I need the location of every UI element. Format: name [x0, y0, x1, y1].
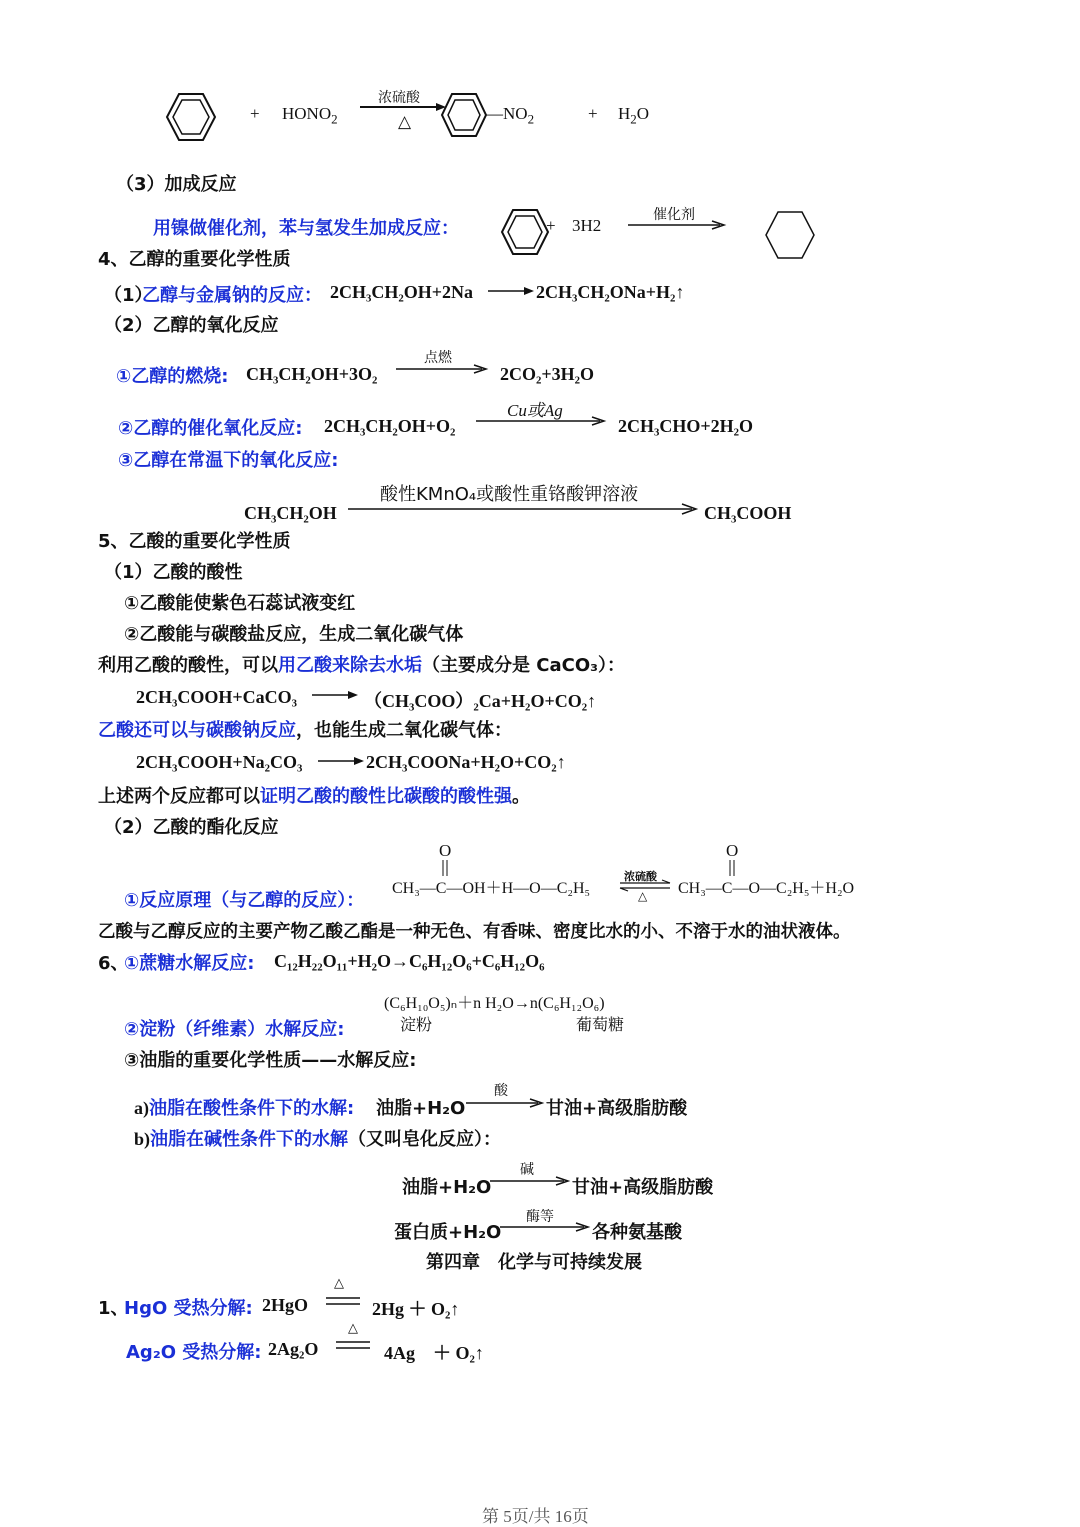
- protein-reactants: 蛋白质+H₂O: [394, 1222, 502, 1243]
- benzene-ring-icon: [500, 208, 550, 256]
- carbonyl-oxygen: O: [439, 841, 452, 860]
- reaction-arrow: [318, 756, 364, 766]
- double-bond: [440, 860, 450, 876]
- room-temp-condition: 酸性KMnO₄或酸性重铬酸钾溶液: [380, 484, 639, 505]
- esterification-condition: 浓硫酸: [624, 870, 657, 883]
- catalytic-products: 2CH₃CHO+2H₂O: [618, 416, 754, 436]
- section-4-title: 4、乙醇的重要化学性质: [98, 249, 291, 270]
- water-formula: $H_2O$: [618, 104, 650, 127]
- combustion-products: 2CO₂+3H₂O: [500, 364, 595, 384]
- reaction-arrow: [396, 364, 488, 374]
- section-5-title: 5、乙酸的重要化学性质: [98, 531, 291, 552]
- plus-sign: +: [546, 216, 556, 235]
- reaction-arrow: [312, 690, 358, 700]
- esterification-principle: ①反应原理（与乙醇的反应）：: [124, 890, 365, 911]
- catalytic-condition: Cu或Ag: [507, 401, 563, 420]
- reaction-arrow: [488, 286, 534, 296]
- base-hydrolysis-line: b)油脂在碱性条件下的水解（又叫皂化反应）：: [134, 1129, 502, 1150]
- starch-hydrolysis-label: ②淀粉（纤维素）水解反应:: [124, 1019, 345, 1040]
- reaction-arrow: [628, 220, 726, 230]
- caco3-products: （CH₃COO）₂Ca+H₂O+CO₂↑: [364, 691, 597, 711]
- reaction-arrow: [360, 102, 446, 112]
- acid-hydrolysis-products: 甘油+高级脂肪酸: [546, 1098, 688, 1119]
- reaction-arrow: [490, 1176, 570, 1186]
- double-bond: [727, 860, 737, 876]
- heat-symbol: △: [398, 112, 412, 131]
- reaction-arrow: [476, 416, 606, 426]
- na2co3-reactants: 2CH₃COOH+Na₂CO₃: [136, 752, 303, 772]
- ester-reactants: CH₃—C—OH＋H—O—C₂H₅: [392, 880, 591, 897]
- protein-products: 各种氨基酸: [592, 1222, 682, 1243]
- scale-removal-line: 利用乙酸的酸性，可以用乙酸来除去水垢（主要成分是 CaCO₃）：: [98, 655, 626, 676]
- oxidation-heading: （2）乙醇的氧化反应: [104, 315, 279, 336]
- catalyst-label: 催化剂: [653, 207, 695, 223]
- sodium-products: 2CH₃CH₂ONa+H₂↑: [536, 282, 685, 302]
- addition-description: 用镍做催化剂，苯与氢发生加成反应：: [153, 218, 459, 239]
- enzyme-condition: 酶等: [526, 1209, 554, 1225]
- ester-products: CH₃—C—O—C₂H₅＋H₂O: [678, 880, 855, 897]
- nitration-condition: 浓硫酸: [378, 90, 420, 106]
- acidity-item-2: ②乙酸能与碳酸盐反应，生成二氧化碳气体: [124, 624, 464, 645]
- plus-sign: +: [250, 104, 260, 123]
- acid-condition: 酸: [494, 1083, 508, 1099]
- benzene-ring-icon: [440, 92, 488, 138]
- reaction-arrow: [466, 1098, 544, 1108]
- acidity-item-1: ①乙酸能使紫色石蕊试液变红: [124, 593, 356, 614]
- glucose-name: 葡萄糖: [576, 1015, 625, 1034]
- hgo-products: 2Hg ＋ O₂↑: [372, 1299, 460, 1319]
- na2co3-products: 2CH₃COONa+H₂O+CO₂↑: [366, 752, 566, 772]
- nitro-group: $—NO_2$: [486, 104, 535, 127]
- ethyl-acetate-note: 乙酸与乙醇反应的主要产物乙酸乙酯是一种无色、有香味、密度比水的小、不溶于水的油状液体。: [98, 922, 851, 942]
- acid-hydrolysis-line: a)油脂在酸性条件下的水解:: [134, 1098, 355, 1119]
- heat-symbol: △: [638, 889, 648, 903]
- starch-equation: (C₆H₁₀O₅)ₙ＋n H₂O→n(C₆H₁₂O₆): [384, 995, 605, 1012]
- section-6-number: 6、: [98, 953, 129, 974]
- chapter-4-title: 第四章 化学与可持续发展: [426, 1252, 642, 1273]
- item-number: 1、: [98, 1298, 129, 1319]
- reaction-arrow: [500, 1222, 590, 1232]
- combustion-reactants: CH₃CH₂OH+3O₂: [246, 364, 378, 384]
- acidity-heading: （1）乙酸的酸性: [104, 562, 243, 583]
- page-number: 第 5页/共 16页: [482, 1507, 589, 1526]
- esterification-heading: （2）乙酸的酯化反应: [104, 817, 279, 838]
- starch-name: 淀粉: [400, 1015, 433, 1034]
- heat-symbol: △: [334, 1276, 344, 1291]
- fat-hydrolysis-heading: ③油脂的重要化学性质——水解反应:: [124, 1050, 417, 1071]
- reaction-arrow: [348, 503, 698, 515]
- hgo-decomposition-label: HgO 受热分解:: [124, 1298, 253, 1319]
- sucrose-equation: C₁₂H₂₂O₁₁+H₂O→C₆H₁₂O₆+C₆H₁₂O₆: [274, 951, 545, 971]
- ag2o-products: 4Ag ＋ O₂↑: [384, 1343, 484, 1363]
- acid-strength-line: 上述两个反应都可以证明乙酸的酸性比碳酸的酸性强。: [98, 786, 530, 807]
- catalytic-reactants: 2CH₃CH₂OH+O₂: [324, 416, 456, 436]
- list-marker: （1）: [104, 285, 153, 306]
- sucrose-hydrolysis-label: ①蔗糖水解反应:: [124, 953, 255, 974]
- acid-hydrolysis-reactants: 油脂+H₂O: [376, 1098, 466, 1119]
- ag2o-decomposition-label: Ag₂O 受热分解:: [126, 1342, 262, 1363]
- room-temp-oxidation-label: ③乙醇在常温下的氧化反应:: [118, 450, 339, 471]
- hydrogen-reagent: 3H2: [572, 216, 602, 235]
- sodium-carbonate-line: 乙酸还可以与碳酸钠反应，也能生成二氧化碳气体：: [98, 720, 512, 741]
- carbonyl-oxygen: O: [726, 841, 739, 860]
- sodium-reactants: 2CH₃CH₂OH+2Na: [330, 282, 474, 302]
- saponification-products: 甘油+高级脂肪酸: [572, 1177, 714, 1198]
- combustion-condition: 点燃: [424, 350, 452, 366]
- cyclohexane-ring-icon: [764, 210, 816, 260]
- heat-symbol: △: [348, 1321, 358, 1336]
- caco3-reactants: 2CH₃COOH+CaCO₃: [136, 687, 298, 707]
- room-temp-product: CH₃COOH: [704, 503, 792, 523]
- nitric-acid-formula: $HONO_2$: [282, 104, 338, 127]
- ag2o-reactant: 2Ag₂O: [268, 1339, 319, 1359]
- sodium-reaction-label: 乙醇与金属钠的反应：: [142, 285, 322, 306]
- hgo-reactant: 2HgO: [262, 1295, 309, 1315]
- plus-sign: +: [588, 104, 598, 123]
- saponification-reactants: 油脂+H₂O: [402, 1177, 492, 1198]
- room-temp-reactant: CH₃CH₂OH: [244, 503, 337, 523]
- equals-sign: [326, 1296, 360, 1306]
- addition-heading: （3）加成反应: [116, 174, 237, 195]
- equals-sign: [336, 1340, 370, 1350]
- catalytic-oxidation-label: ②乙醇的催化氧化反应:: [118, 418, 303, 439]
- combustion-label: ①乙醇的燃烧:: [116, 366, 229, 387]
- base-condition: 碱: [520, 1162, 534, 1178]
- benzene-ring-icon: [165, 92, 217, 142]
